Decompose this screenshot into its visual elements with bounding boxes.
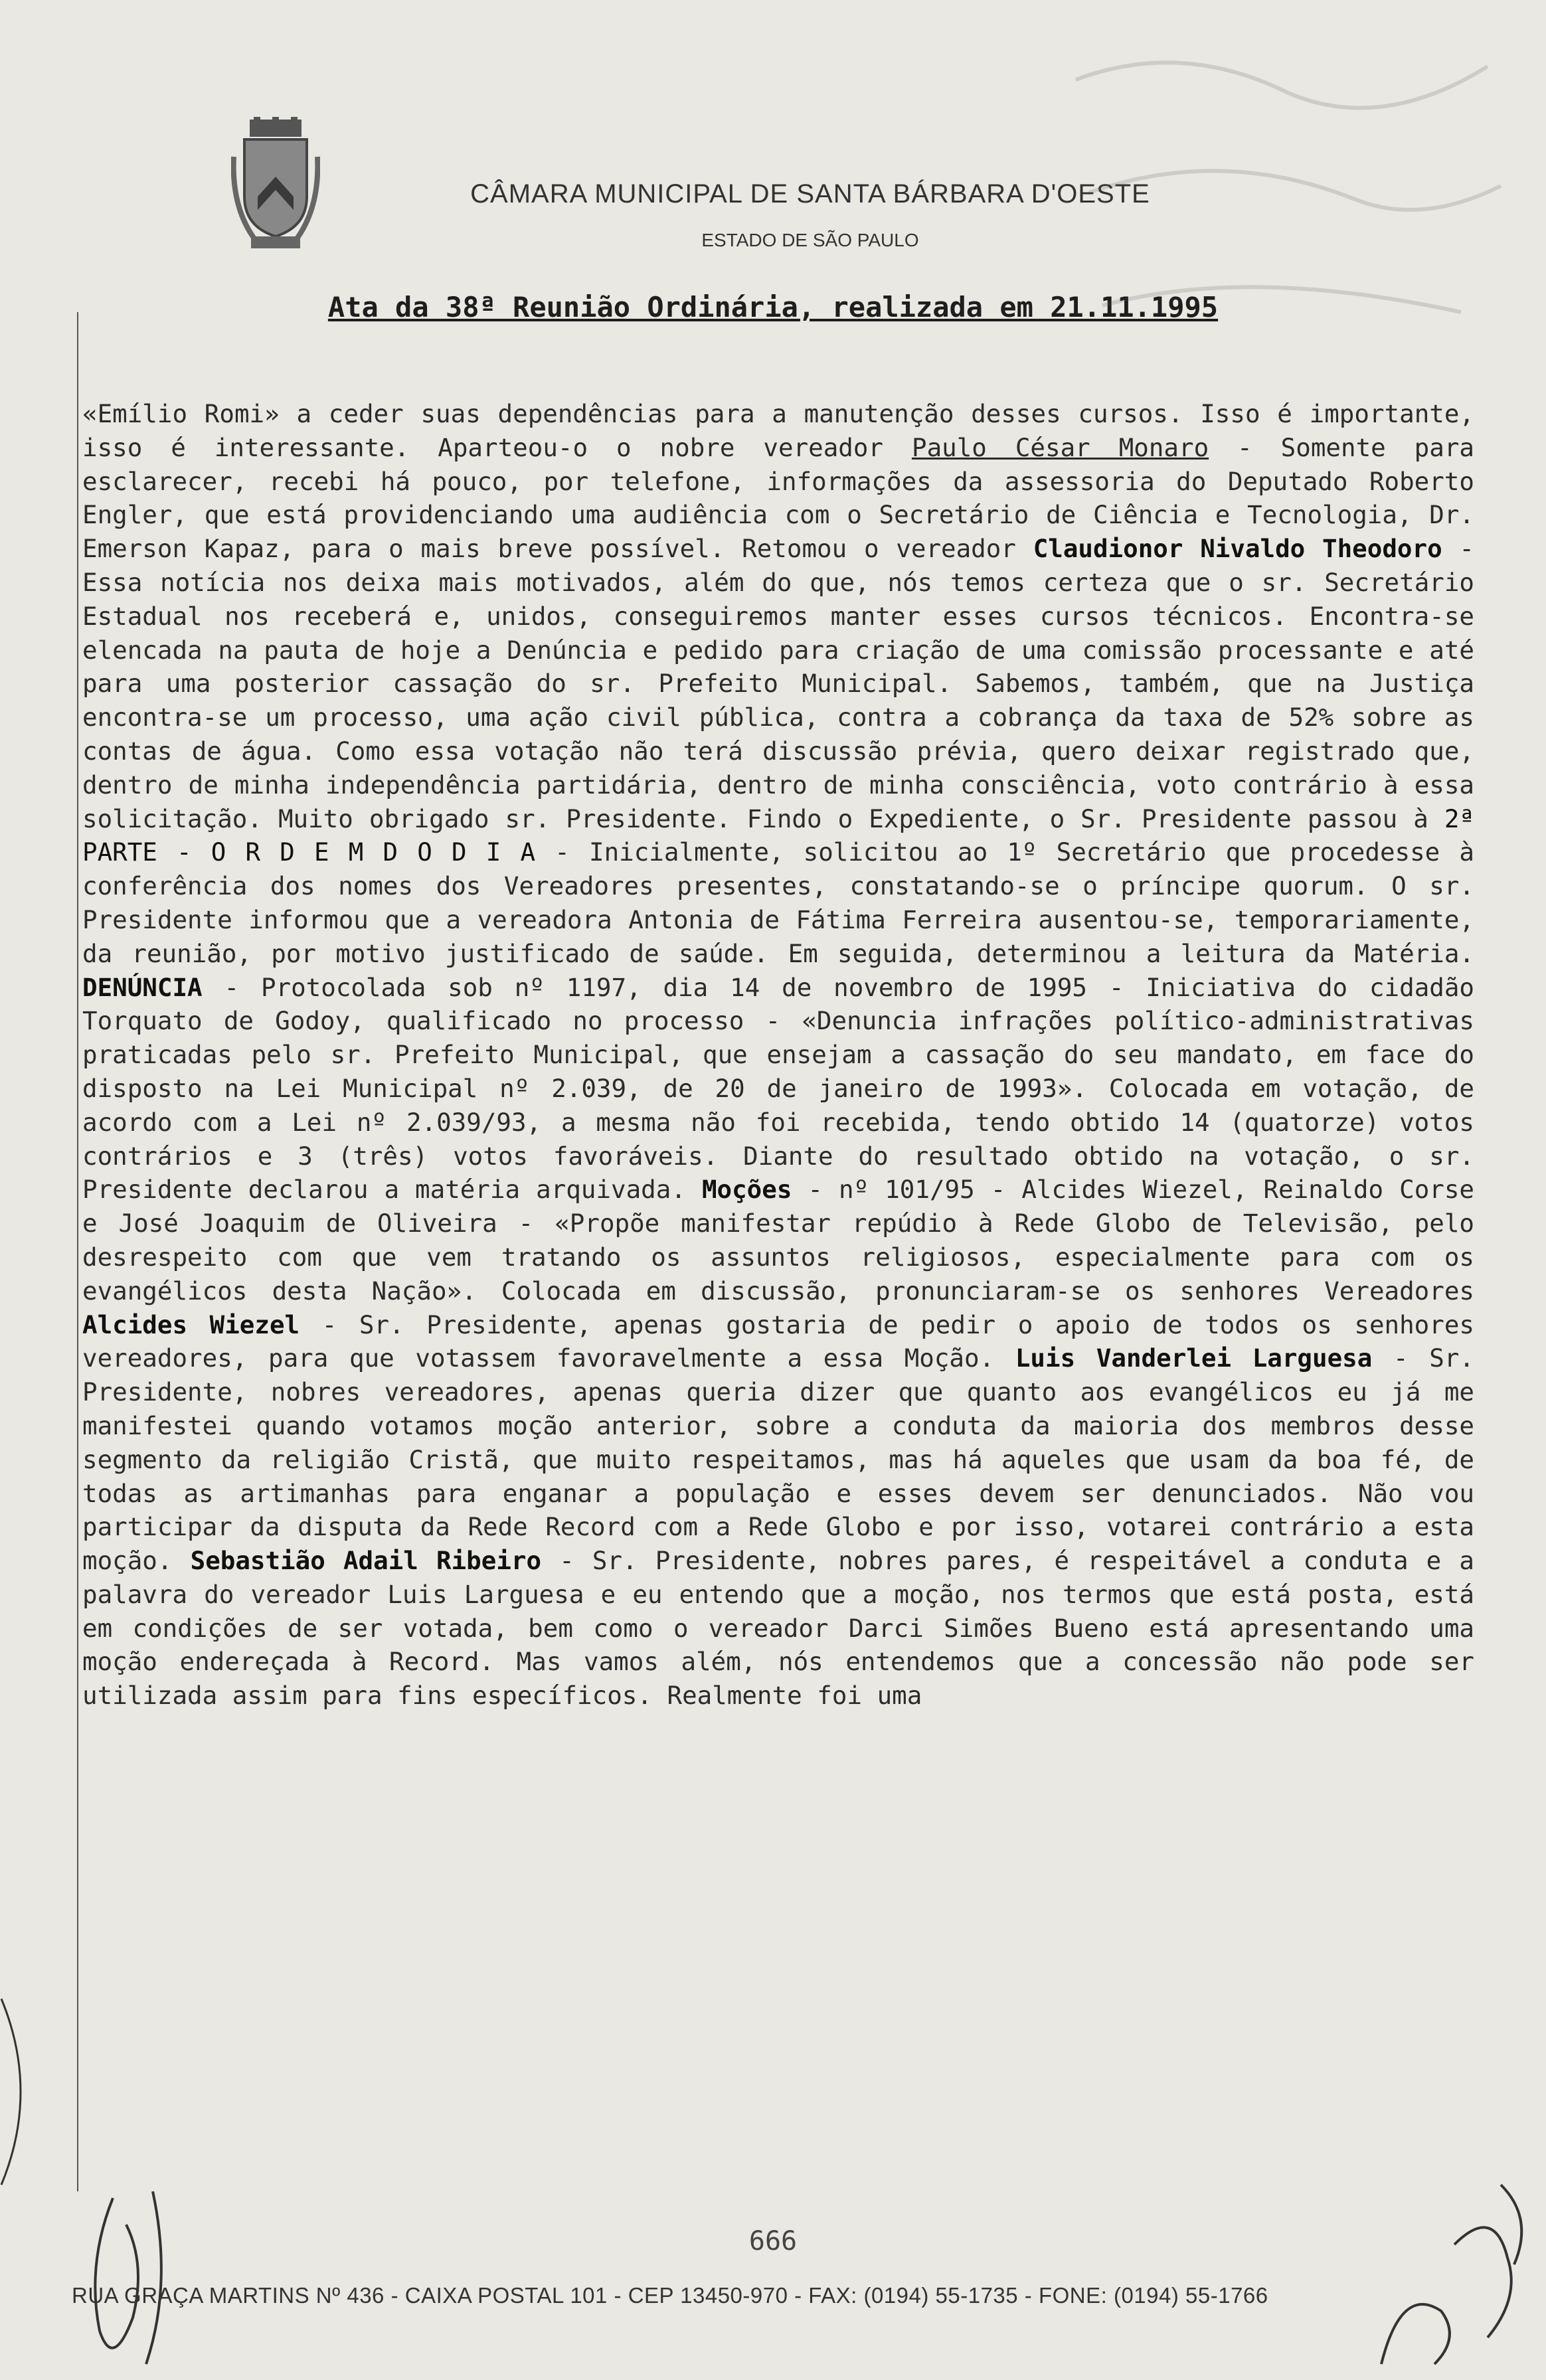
section-heading: 2ª PARTE - O R D E M D O D I A [82, 804, 1474, 867]
signature-left-icon [73, 2185, 206, 2377]
speaker-name: Claudionor Nivaldo Theodoro [1033, 534, 1442, 564]
body-text-segment: «Emílio Romi» a ceder suas dependências para a manutenção desses cursos. Isso é importante, isso é interessante. Aparteou-o o nobre vereador [82, 399, 1474, 462]
speaker-name: Sebastião Adail Ribeiro [190, 1546, 542, 1576]
body-text-segment: - Inicialmente, solicitou ao 1º Secretário que procedesse à conferência dos nomes dos Vereadores presentes, constatando-se o príncipe quorum. O sr. Presidente informou que a vereadora Antonia de Fátima Ferreira ausentou-se, temporariamente, da reunião, por motivo justificado de saúde. Em seguida, determinou a leitura da Matéria. [82, 837, 1475, 968]
body-text-segment: - Sr. Presidente, nobres pares, é respeitável a conduta e a palavra do vereador Luis Larguesa e eu entendo que a moção, nos termos que está posta, está em condições de ser votada, bem como o vereador Darci Simões Bueno está apresentando uma moção endereçada à Record. Mas vamos além, nós entendemos que a concessão não pode ser utilizada assim para fins específicos. Realmente foi uma [82, 1546, 1474, 1711]
body-text-segment: - Sr. Presidente, apenas gostaria de pedir o apoio de todos os senhores vereadores, para que votassem favoravelmente a essa Moção. [82, 1310, 1474, 1373]
page-number: 666 [748, 2226, 798, 2256]
speaker-name: Paulo César Monaro [912, 432, 1209, 462]
municipal-crest-icon [231, 117, 320, 254]
signature-right-icon [1361, 2165, 1541, 2377]
section-heading: DENÚNCIA [82, 972, 203, 1002]
document-title: Ata da 38ª Reunião Ordinária, realizada em 21.11.1995 [327, 291, 1219, 323]
body-text-segment: - Sr. Presidente, nobres vereadores, apenas queria dizer que quanto aos evangélicos eu já me manifestei quando votamos moção anterior, sobre a conduta da maioria dos membros desse segmento da religião Cristã, que muito respeitamos, mas há aqueles que usam da boa fé, de todas as artimanhas para enganar a população e esses devem ser denunciados. Não vou participar da disputa da Rede Record com a Rede Globo e por isso, votarei contrário a esta moção. [82, 1343, 1474, 1576]
state-name: ESTADO DE SÃO PAULO [701, 230, 919, 250]
speaker-name: Luis Vanderlei Larguesa [1015, 1343, 1373, 1373]
speaker-name: Alcides Wiezel [82, 1310, 300, 1339]
margin-rule [77, 312, 78, 2191]
margin-arc-mark-icon [0, 1992, 40, 2191]
body-text-segment: - nº 101/95 - Alcides Wiezel, Reinaldo Corse e José Joaquim de Oliveira - «Propõe manifestar repúdio à Rede Globo de Televisão, pelo desrespeito com que vem tratando os assuntos religiosos, especialmente para com os evangélicos desta Nação». Colocada em discussão, pronunciaram-se os senhores Vereadores [82, 1175, 1475, 1306]
section-heading: Moções [701, 1175, 792, 1205]
body-text-segment: - Somente para esclarecer, recebi há pouco, por telefone, informações da assessoria do Deputado Roberto Engler, que está providenciando uma audiência com o Secretário de Ciência e Tecnologia, Dr. Emerson Kapaz, para o mais breve possível. Retomou o vereador [82, 432, 1474, 564]
body-text-segment: - Protocolada sob nº 1197, dia 14 de novembro de 1995 - Iniciativa do cidadão Torquato de Godoy, qualificado no processo - «Denuncia infrações político-administrativas praticadas pelo sr. Prefeito Municipal, que ensejam a cassação do seu mandato, em face do disposto na Lei Municipal nº 2.039, de 20 de janeiro de 1993». Colocada em votação, de acordo com a Lei nº 2.039/93, a mesma não foi recebida, tendo obtido 14 (quatorze) votos contrários e 3 (três) votos favoráveis. Diante do resultado obtido na votação, o sr. Presidente declarou a matéria arquivada. [82, 972, 1474, 1205]
chamber-name: CÂMARA MUNICIPAL DE SANTA BÁRBARA D'OESTE [470, 179, 1150, 209]
body-text-segment: - Essa notícia nos deixa mais motivados, além do que, nós temos certeza que o sr. Secretário Estadual nos receberá e, unidos, conseguiremos manter esses cursos técnicos. Encontra-se elencada na pauta de hoje a Denúncia e pedido para criação de uma comissão processante e até para uma posterior cassação do sr. Prefeito Municipal. Sabemos, também, que na Justiça encontra-se um processo, uma ação civil pública, contra a cobrança da taxa de 52% sobre as contas de água. Como essa votação não terá discussão prévia, quero deixar registrado que, dentro de minha independência partidária, dentro de minha consciência, voto contrário à essa solicitação. Muito obrigado sr. Presidente. Findo o Expediente, o Sr. Presidente passou à [82, 534, 1475, 833]
minutes-body [82, 397, 1474, 1713]
footer-address: RUA GRAÇA MARTINS Nº 436 - CAIXA POSTAL 101 - CEP 13450-970 - FAX: (0194) 55-1735 - FONE: (0194) 55-1766 [72, 2283, 1268, 2308]
